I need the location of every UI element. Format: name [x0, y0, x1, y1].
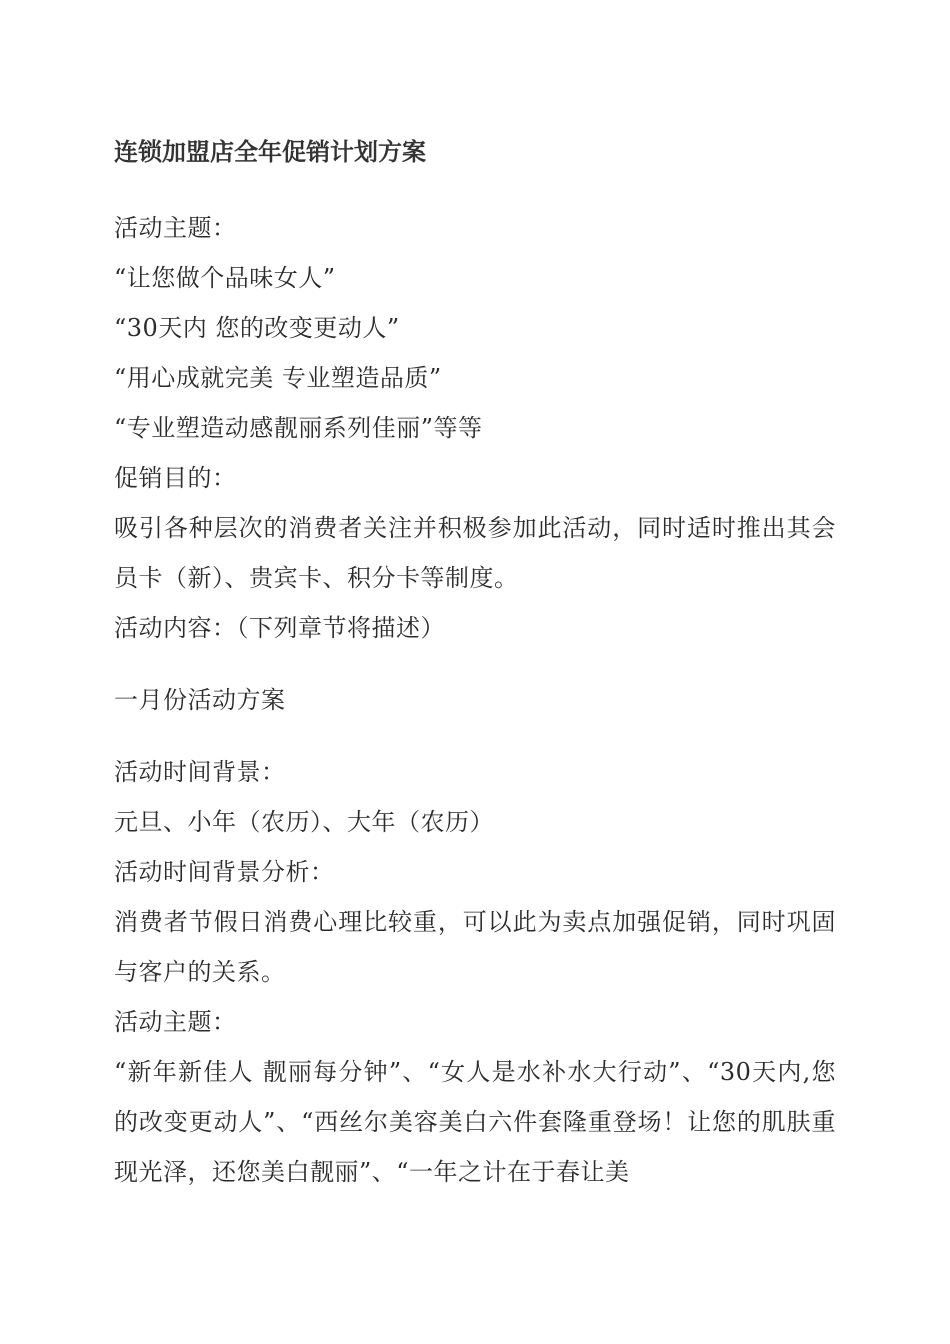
intro-theme-3: “用心成就完美 专业塑造品质”	[114, 364, 442, 392]
intro-theme-2: “30天内 您的改变更动人”	[114, 314, 400, 342]
spacer	[114, 172, 836, 203]
analysis-text: 消费者节假日消费心理比较重，可以此为卖点加强促销，同时巩固与客户的关系。	[114, 908, 836, 986]
time-background-label: 活动时间背景：	[114, 758, 286, 786]
purpose-label: 促销目的：	[114, 464, 237, 492]
content-label: 活动内容：（下列章节将描述）	[114, 614, 445, 642]
january-theme-label: 活动主题：	[114, 1008, 237, 1036]
intro-theme-4: “专业塑造动感靓丽系列佳丽”等等	[114, 414, 483, 442]
document-body	[114, 132, 836, 1197]
purpose-text: 吸引各种层次的消费者关注并积极参加此活动，同时适时推出其会员卡（新）、贵宾卡、积分卡等制度。	[114, 514, 836, 592]
january-heading: 一月份活动方案	[114, 686, 286, 714]
january-theme-text: “新年新佳人 靓丽每分钟”、“女人是水补水大行动”、“30天内,您的改变更动人”、“西丝尔美容美白六件套隆重登场！让您的肌肤重现光泽，还您美白靓丽”、“一年之计在于春让美	[114, 1058, 836, 1186]
intro-theme-1: “让您做个品味女人”	[114, 264, 336, 292]
document-title: 连锁加盟店全年促销计划方案	[114, 138, 426, 166]
intro-theme-label: 活动主题：	[114, 214, 237, 242]
spacer	[114, 725, 836, 747]
spacer	[114, 653, 836, 675]
time-background: 元旦、小年（农历）、大年（农历）	[114, 808, 494, 836]
analysis-label: 活动时间背景分析：	[114, 858, 335, 886]
